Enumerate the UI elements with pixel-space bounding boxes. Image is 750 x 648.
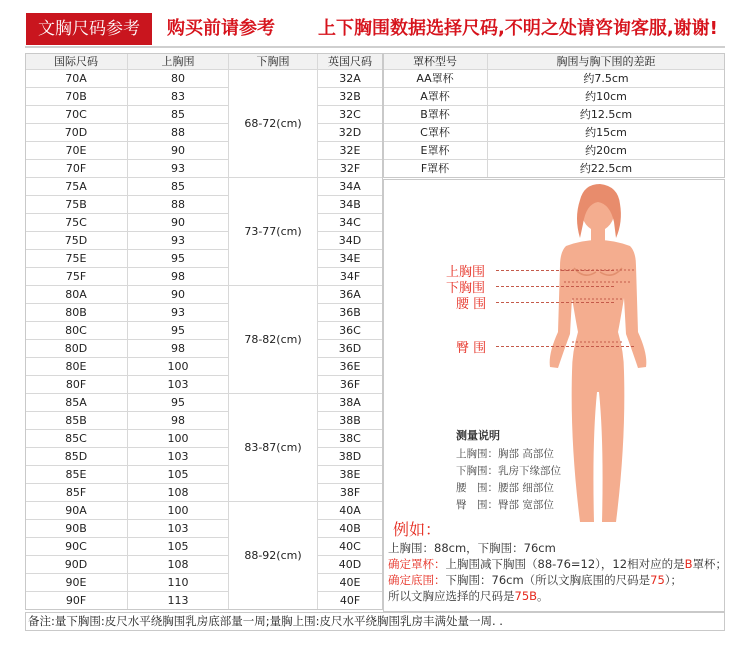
size-cell-uk: 36D bbox=[318, 340, 383, 358]
size-cell-intl: 85D bbox=[25, 448, 128, 466]
size-cell-uk: 34F bbox=[318, 268, 383, 286]
size-cell-uk: 34C bbox=[318, 214, 383, 232]
example-line-4-text: 所以文胸应选择的尺码是 bbox=[388, 589, 515, 603]
size-cell-intl: 85B bbox=[25, 412, 128, 430]
example-line-3-tail: ）； bbox=[664, 573, 683, 587]
size-cell-uk: 32A bbox=[318, 70, 383, 88]
size-cell-uk: 34D bbox=[318, 232, 383, 250]
size-cell-intl: 80B bbox=[25, 304, 128, 322]
size-cell-under-bust-group: 73-77(cm) bbox=[229, 178, 318, 286]
size-cell-intl: 80C bbox=[25, 322, 128, 340]
cup-cell-diff: 约15cm bbox=[488, 124, 725, 142]
size-cell-intl: 85E bbox=[25, 466, 128, 484]
size-cell-upper-bust: 88 bbox=[128, 124, 229, 142]
size-cell-under-bust-group: 83-87(cm) bbox=[229, 394, 318, 502]
size-cell-upper-bust: 105 bbox=[128, 538, 229, 556]
footnote: 备注:量下胸围:皮尺水平绕胸围乳房底部量一周;量胸上围:皮尺水平绕胸围乳房丰满处量一周. . bbox=[25, 612, 725, 631]
size-cell-intl: 90A bbox=[25, 502, 128, 520]
size-cell-upper-bust: 100 bbox=[128, 502, 229, 520]
size-cell-upper-bust: 95 bbox=[128, 250, 229, 268]
size-cell-uk: 32D bbox=[318, 124, 383, 142]
size-cell-uk: 34E bbox=[318, 250, 383, 268]
cup-cell-diff: 约22.5cm bbox=[488, 160, 725, 178]
size-table bbox=[25, 53, 383, 612]
cup-cell-type: E罩杯 bbox=[383, 142, 488, 160]
header-left-text: 购买前请参考 bbox=[167, 18, 275, 39]
size-cell-uk: 38D bbox=[318, 448, 383, 466]
size-cell-intl: 70C bbox=[25, 106, 128, 124]
size-cell-intl: 90E bbox=[25, 574, 128, 592]
header-right-text: 上下胸围数据选择尺码,不明之处请咨询客服,谢谢! bbox=[318, 18, 718, 39]
section-badge: 文胸尺码参考 bbox=[26, 13, 152, 45]
cup-cell-type: B罩杯 bbox=[383, 106, 488, 124]
size-cell-upper-bust: 90 bbox=[128, 286, 229, 304]
cup-cell-type: AA罩杯 bbox=[383, 70, 488, 88]
example-band-value: 75 bbox=[650, 573, 665, 587]
cup-cell-type: A罩杯 bbox=[383, 88, 488, 106]
cup-header-cell: 罩杯型号 bbox=[383, 53, 488, 70]
measure-note-line: 下胸围：乳房下缘部位 bbox=[456, 465, 561, 477]
example-cup-value: B bbox=[684, 557, 693, 571]
size-cell-intl: 75B bbox=[25, 196, 128, 214]
example-line-2-label: 确定罩杯： bbox=[388, 557, 446, 571]
cup-cell-diff: 约7.5cm bbox=[488, 70, 725, 88]
example-line-3-text: 下胸围：76cm（所以文胸底围的尺码是 bbox=[445, 573, 651, 587]
size-cell-upper-bust: 88 bbox=[128, 196, 229, 214]
example-line-4-tail: 。 bbox=[537, 589, 549, 603]
size-cell-upper-bust: 98 bbox=[128, 412, 229, 430]
size-cell-intl: 90D bbox=[25, 556, 128, 574]
size-cell-intl: 75A bbox=[25, 178, 128, 196]
example-size-value: 75B bbox=[514, 589, 538, 603]
size-cell-upper-bust: 93 bbox=[128, 160, 229, 178]
size-cell-uk: 36E bbox=[318, 358, 383, 376]
size-cell-upper-bust: 98 bbox=[128, 340, 229, 358]
size-cell-upper-bust: 80 bbox=[128, 70, 229, 88]
table-header-cell: 英国尺码 bbox=[318, 53, 383, 70]
cup-cell-type: C罩杯 bbox=[383, 124, 488, 142]
size-cell-upper-bust: 100 bbox=[128, 358, 229, 376]
size-cell-intl: 75D bbox=[25, 232, 128, 250]
size-cell-uk: 40C bbox=[318, 538, 383, 556]
size-cell-intl: 90F bbox=[25, 592, 128, 610]
table-header-cell: 国际尺码 bbox=[25, 53, 128, 70]
size-cell-upper-bust: 113 bbox=[128, 592, 229, 610]
size-cell-intl: 90B bbox=[25, 520, 128, 538]
size-cell-upper-bust: 93 bbox=[128, 232, 229, 250]
size-cell-upper-bust: 103 bbox=[128, 376, 229, 394]
size-cell-under-bust-group: 68-72(cm) bbox=[229, 70, 318, 178]
size-cell-intl: 70A bbox=[25, 70, 128, 88]
example-line-1: 上胸围：88cm，下胸围：76cm bbox=[388, 541, 556, 555]
size-cell-upper-bust: 103 bbox=[128, 520, 229, 538]
example-line-3 bbox=[388, 572, 682, 588]
size-cell-uk: 36F bbox=[318, 376, 383, 394]
example-line-2-text: 上胸围减下胸围（88-76=12），12相对应的是 bbox=[445, 557, 685, 571]
size-cell-uk: 40A bbox=[318, 502, 383, 520]
size-cell-uk: 40D bbox=[318, 556, 383, 574]
cup-cell-diff: 约12.5cm bbox=[488, 106, 725, 124]
size-cell-intl: 80D bbox=[25, 340, 128, 358]
size-cell-upper-bust: 95 bbox=[128, 322, 229, 340]
example-title: 例如： bbox=[393, 520, 442, 539]
cup-table bbox=[383, 53, 725, 179]
measure-note-line: 上胸围：胸部 高部位 bbox=[456, 448, 554, 460]
example-line-3-label: 确定底围： bbox=[388, 573, 446, 587]
leader-waist bbox=[496, 302, 614, 303]
label-hip: 臀 围 bbox=[456, 341, 487, 356]
size-cell-intl: 90C bbox=[25, 538, 128, 556]
example-line-2 bbox=[388, 556, 727, 572]
size-cell-intl: 70F bbox=[25, 160, 128, 178]
size-cell-intl: 75E bbox=[25, 250, 128, 268]
size-cell-intl: 75C bbox=[25, 214, 128, 232]
leader-hip bbox=[496, 346, 634, 347]
size-cell-upper-bust: 90 bbox=[128, 142, 229, 160]
size-cell-uk: 38C bbox=[318, 430, 383, 448]
size-cell-under-bust-group: 78-82(cm) bbox=[229, 286, 318, 394]
size-cell-uk: 32F bbox=[318, 160, 383, 178]
size-cell-intl: 80A bbox=[25, 286, 128, 304]
size-cell-uk: 38B bbox=[318, 412, 383, 430]
label-waist: 腰 围 bbox=[456, 297, 487, 312]
size-cell-uk: 34B bbox=[318, 196, 383, 214]
example-line-4 bbox=[388, 588, 549, 604]
size-cell-intl: 70E bbox=[25, 142, 128, 160]
size-cell-intl: 85A bbox=[25, 394, 128, 412]
body-silhouette bbox=[550, 184, 647, 522]
size-cell-intl: 70B bbox=[25, 88, 128, 106]
size-cell-intl: 80E bbox=[25, 358, 128, 376]
size-cell-uk: 38F bbox=[318, 484, 383, 502]
size-cell-upper-bust: 93 bbox=[128, 304, 229, 322]
size-cell-upper-bust: 103 bbox=[128, 448, 229, 466]
cup-cell-diff: 约10cm bbox=[488, 88, 725, 106]
size-cell-upper-bust: 98 bbox=[128, 268, 229, 286]
size-cell-upper-bust: 105 bbox=[128, 466, 229, 484]
size-cell-uk: 38E bbox=[318, 466, 383, 484]
size-cell-under-bust-group: 88-92(cm) bbox=[229, 502, 318, 610]
size-cell-upper-bust: 110 bbox=[128, 574, 229, 592]
cup-cell-type: F罩杯 bbox=[383, 160, 488, 178]
size-cell-uk: 36B bbox=[318, 304, 383, 322]
leader-upper-bust bbox=[496, 270, 614, 271]
measure-note-line: 臀 围：臀部 宽部位 bbox=[456, 499, 554, 511]
size-cell-upper-bust: 95 bbox=[128, 394, 229, 412]
size-cell-uk: 38A bbox=[318, 394, 383, 412]
size-cell-upper-bust: 100 bbox=[128, 430, 229, 448]
size-cell-uk: 36A bbox=[318, 286, 383, 304]
size-cell-upper-bust: 83 bbox=[128, 88, 229, 106]
leader-under-bust bbox=[496, 286, 614, 287]
size-cell-uk: 40B bbox=[318, 520, 383, 538]
header-divider bbox=[25, 46, 725, 48]
size-cell-uk: 34A bbox=[318, 178, 383, 196]
size-cell-uk: 32B bbox=[318, 88, 383, 106]
size-cell-upper-bust: 108 bbox=[128, 484, 229, 502]
label-under-bust: 下胸围 bbox=[446, 281, 486, 296]
size-cell-intl: 85F bbox=[25, 484, 128, 502]
measure-notes-title: 测量说明 bbox=[456, 429, 500, 442]
example-line-2-tail: 罩杯； bbox=[692, 557, 727, 571]
size-cell-intl: 85C bbox=[25, 430, 128, 448]
table-header-cell: 上胸围 bbox=[128, 53, 229, 70]
size-cell-uk: 40F bbox=[318, 592, 383, 610]
size-cell-intl: 70D bbox=[25, 124, 128, 142]
size-cell-upper-bust: 85 bbox=[128, 106, 229, 124]
size-cell-upper-bust: 108 bbox=[128, 556, 229, 574]
size-cell-intl: 80F bbox=[25, 376, 128, 394]
table-header-cell: 下胸围 bbox=[229, 53, 318, 70]
size-cell-upper-bust: 85 bbox=[128, 178, 229, 196]
label-upper-bust: 上胸围 bbox=[446, 265, 486, 280]
size-cell-uk: 40E bbox=[318, 574, 383, 592]
size-cell-uk: 32E bbox=[318, 142, 383, 160]
cup-header-cell: 胸围与胸下围的差距 bbox=[488, 53, 725, 70]
size-cell-uk: 32C bbox=[318, 106, 383, 124]
size-cell-intl: 75F bbox=[25, 268, 128, 286]
measure-note-line: 腰 围：腰部 细部位 bbox=[456, 482, 554, 494]
size-cell-upper-bust: 90 bbox=[128, 214, 229, 232]
cup-cell-diff: 约20cm bbox=[488, 142, 725, 160]
size-cell-uk: 36C bbox=[318, 322, 383, 340]
